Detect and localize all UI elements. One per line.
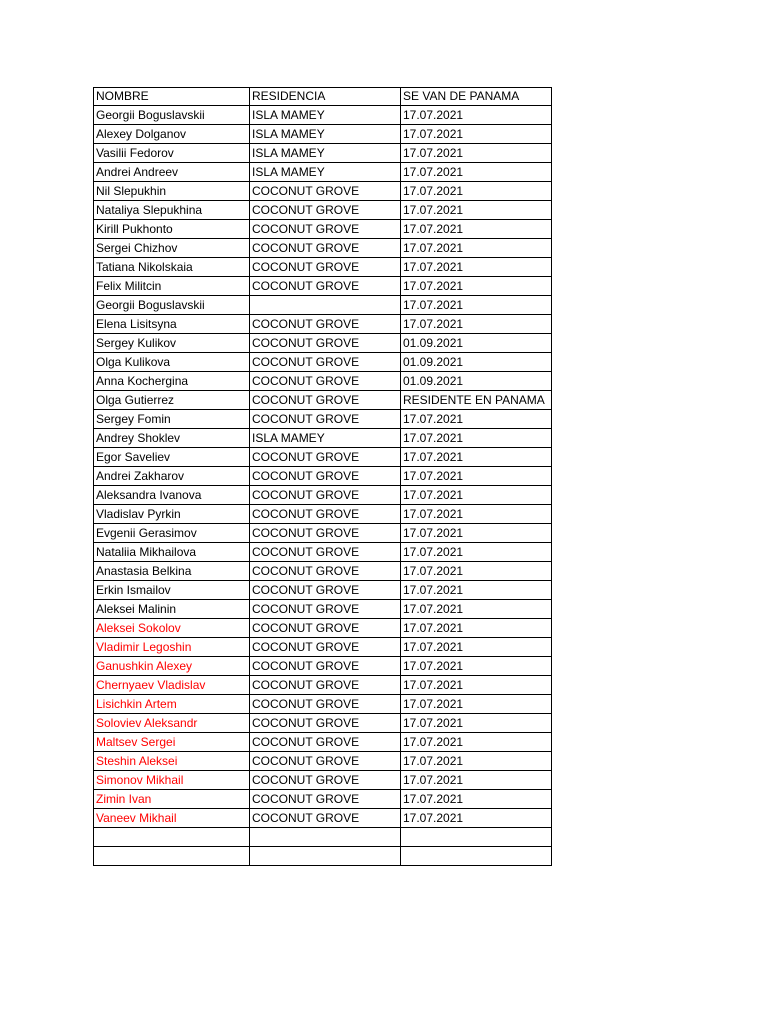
fecha-cell: 17.07.2021 <box>401 505 552 524</box>
fecha-cell: 17.07.2021 <box>401 467 552 486</box>
table-row <box>94 657 552 676</box>
name-cell: Georgii Boguslavskii <box>94 296 250 315</box>
fecha-cell: 17.07.2021 <box>401 410 552 429</box>
name-cell: Soloviev Aleksandr <box>94 714 250 733</box>
table-row <box>94 144 552 163</box>
fecha-cell: 17.07.2021 <box>401 315 552 334</box>
fecha-cell: 17.07.2021 <box>401 600 552 619</box>
table-row <box>94 353 552 372</box>
residencia-cell <box>250 296 401 315</box>
fecha-cell: 01.09.2021 <box>401 353 552 372</box>
fecha-cell <box>401 847 552 866</box>
fecha-cell: 17.07.2021 <box>401 733 552 752</box>
name-cell: Steshin Aleksei <box>94 752 250 771</box>
table-row <box>94 163 552 182</box>
table-row <box>94 258 552 277</box>
table-row <box>94 733 552 752</box>
name-cell: Nataliia Mikhailova <box>94 543 250 562</box>
name-cell: Sergei Chizhov <box>94 239 250 258</box>
residencia-cell: COCONUT GROVE <box>250 486 401 505</box>
column-header-residencia: RESIDENCIA <box>250 88 401 106</box>
name-cell: Felix Militcin <box>94 277 250 296</box>
name-cell: Sergey Fomin <box>94 410 250 429</box>
fecha-cell: 17.07.2021 <box>401 581 552 600</box>
table-row <box>94 714 552 733</box>
residencia-cell: COCONUT GROVE <box>250 752 401 771</box>
table-row <box>94 581 552 600</box>
name-cell: Nil Slepukhin <box>94 182 250 201</box>
name-cell: Olga Kulikova <box>94 353 250 372</box>
fecha-cell: 17.07.2021 <box>401 448 552 467</box>
residencia-cell: COCONUT GROVE <box>250 524 401 543</box>
table-row <box>94 429 552 448</box>
fecha-cell: 17.07.2021 <box>401 809 552 828</box>
residencia-cell: COCONUT GROVE <box>250 182 401 201</box>
table-row <box>94 372 552 391</box>
table-row <box>94 467 552 486</box>
table-row <box>94 277 552 296</box>
table-row <box>94 505 552 524</box>
residencia-cell: COCONUT GROVE <box>250 695 401 714</box>
residencia-cell: COCONUT GROVE <box>250 258 401 277</box>
residents-table <box>93 87 552 866</box>
name-cell: Ganushkin Alexey <box>94 657 250 676</box>
name-cell: Vladimir Legoshin <box>94 638 250 657</box>
residencia-cell: COCONUT GROVE <box>250 543 401 562</box>
fecha-cell: RESIDENTE EN PANAMA <box>401 391 552 410</box>
residencia-cell <box>250 847 401 866</box>
fecha-cell: 17.07.2021 <box>401 220 552 239</box>
name-cell: Anastasia Belkina <box>94 562 250 581</box>
table-row <box>94 771 552 790</box>
fecha-cell: 01.09.2021 <box>401 372 552 391</box>
name-cell: Alexey Dolganov <box>94 125 250 144</box>
table-row <box>94 391 552 410</box>
residencia-cell: COCONUT GROVE <box>250 201 401 220</box>
name-cell: Erkin Ismailov <box>94 581 250 600</box>
fecha-cell: 17.07.2021 <box>401 619 552 638</box>
table-row <box>94 543 552 562</box>
table-row <box>94 296 552 315</box>
fecha-cell: 17.07.2021 <box>401 296 552 315</box>
fecha-cell <box>401 828 552 847</box>
fecha-cell: 17.07.2021 <box>401 771 552 790</box>
table-row <box>94 448 552 467</box>
table-row <box>94 562 552 581</box>
name-cell: Aleksei Sokolov <box>94 619 250 638</box>
name-cell: Aleksandra Ivanova <box>94 486 250 505</box>
fecha-cell: 17.07.2021 <box>401 106 552 125</box>
table-row <box>94 106 552 125</box>
residencia-cell: COCONUT GROVE <box>250 733 401 752</box>
fecha-cell: 17.07.2021 <box>401 277 552 296</box>
name-cell <box>94 828 250 847</box>
table-row <box>94 410 552 429</box>
fecha-cell: 17.07.2021 <box>401 562 552 581</box>
table-row <box>94 790 552 809</box>
name-cell: Nataliya Slepukhina <box>94 201 250 220</box>
residencia-cell <box>250 828 401 847</box>
table-row <box>94 619 552 638</box>
table-row <box>94 524 552 543</box>
table-row <box>94 220 552 239</box>
residencia-cell: COCONUT GROVE <box>250 619 401 638</box>
name-cell: Maltsev Sergei <box>94 733 250 752</box>
residencia-cell: COCONUT GROVE <box>250 809 401 828</box>
table-row <box>94 486 552 505</box>
name-cell: Andrei Andreev <box>94 163 250 182</box>
fecha-cell: 17.07.2021 <box>401 429 552 448</box>
table-row <box>94 676 552 695</box>
name-cell: Evgenii Gerasimov <box>94 524 250 543</box>
table-row <box>94 828 552 847</box>
residencia-cell: COCONUT GROVE <box>250 467 401 486</box>
table-row <box>94 315 552 334</box>
fecha-cell: 17.07.2021 <box>401 695 552 714</box>
residencia-cell: ISLA MAMEY <box>250 144 401 163</box>
fecha-cell: 17.07.2021 <box>401 752 552 771</box>
table-row <box>94 125 552 144</box>
table-row <box>94 752 552 771</box>
residencia-cell: COCONUT GROVE <box>250 600 401 619</box>
residencia-cell: COCONUT GROVE <box>250 771 401 790</box>
table-row <box>94 239 552 258</box>
fecha-cell: 17.07.2021 <box>401 125 552 144</box>
name-cell: Chernyaev Vladislav <box>94 676 250 695</box>
residencia-cell: COCONUT GROVE <box>250 410 401 429</box>
name-cell: Vladislav Pyrkin <box>94 505 250 524</box>
fecha-cell: 17.07.2021 <box>401 486 552 505</box>
table-body <box>94 106 552 866</box>
fecha-cell: 17.07.2021 <box>401 182 552 201</box>
name-cell: Zimin Ivan <box>94 790 250 809</box>
name-cell <box>94 847 250 866</box>
fecha-cell: 17.07.2021 <box>401 543 552 562</box>
residencia-cell: COCONUT GROVE <box>250 334 401 353</box>
residencia-cell: COCONUT GROVE <box>250 714 401 733</box>
fecha-cell: 17.07.2021 <box>401 163 552 182</box>
table-row <box>94 334 552 353</box>
name-cell: Egor Saveliev <box>94 448 250 467</box>
name-cell: Tatiana Nikolskaia <box>94 258 250 277</box>
fecha-cell: 17.07.2021 <box>401 258 552 277</box>
fecha-cell: 17.07.2021 <box>401 638 552 657</box>
residencia-cell: COCONUT GROVE <box>250 239 401 258</box>
name-cell: Andrei Zakharov <box>94 467 250 486</box>
fecha-cell: 17.07.2021 <box>401 201 552 220</box>
residencia-cell: ISLA MAMEY <box>250 125 401 144</box>
name-cell: Kirill Pukhonto <box>94 220 250 239</box>
name-cell: Vaneev Mikhail <box>94 809 250 828</box>
residencia-cell: ISLA MAMEY <box>250 106 401 125</box>
column-header-nombre: NOMBRE <box>94 88 250 106</box>
fecha-cell: 17.07.2021 <box>401 790 552 809</box>
table-row <box>94 182 552 201</box>
name-cell: Aleksei Malinin <box>94 600 250 619</box>
name-cell: Andrey Shoklev <box>94 429 250 448</box>
residencia-cell: COCONUT GROVE <box>250 448 401 467</box>
table-row <box>94 695 552 714</box>
fecha-cell: 17.07.2021 <box>401 657 552 676</box>
table-row <box>94 201 552 220</box>
residencia-cell: COCONUT GROVE <box>250 790 401 809</box>
name-cell: Georgii Boguslavskii <box>94 106 250 125</box>
table-row <box>94 600 552 619</box>
fecha-cell: 17.07.2021 <box>401 714 552 733</box>
name-cell: Simonov Mikhail <box>94 771 250 790</box>
residencia-cell: COCONUT GROVE <box>250 581 401 600</box>
name-cell: Sergey Kulikov <box>94 334 250 353</box>
residencia-cell: COCONUT GROVE <box>250 562 401 581</box>
residencia-cell: COCONUT GROVE <box>250 277 401 296</box>
name-cell: Olga Gutierrez <box>94 391 250 410</box>
fecha-cell: 17.07.2021 <box>401 239 552 258</box>
fecha-cell: 17.07.2021 <box>401 524 552 543</box>
residencia-cell: ISLA MAMEY <box>250 429 401 448</box>
residencia-cell: COCONUT GROVE <box>250 676 401 695</box>
header-row <box>94 88 552 106</box>
table-row <box>94 638 552 657</box>
residencia-cell: COCONUT GROVE <box>250 353 401 372</box>
fecha-cell: 01.09.2021 <box>401 334 552 353</box>
residencia-cell: COCONUT GROVE <box>250 315 401 334</box>
residencia-cell: COCONUT GROVE <box>250 391 401 410</box>
fecha-cell: 17.07.2021 <box>401 676 552 695</box>
name-cell: Anna Kochergina <box>94 372 250 391</box>
column-header-se-van-de-panama: SE VAN DE PANAMA <box>401 88 552 106</box>
residencia-cell: COCONUT GROVE <box>250 638 401 657</box>
residencia-cell: COCONUT GROVE <box>250 657 401 676</box>
name-cell: Vasilii Fedorov <box>94 144 250 163</box>
residencia-cell: COCONUT GROVE <box>250 220 401 239</box>
residencia-cell: ISLA MAMEY <box>250 163 401 182</box>
name-cell: Elena Lisitsyna <box>94 315 250 334</box>
name-cell: Lisichkin Artem <box>94 695 250 714</box>
residencia-cell: COCONUT GROVE <box>250 505 401 524</box>
table-row <box>94 809 552 828</box>
fecha-cell: 17.07.2021 <box>401 144 552 163</box>
table-row <box>94 847 552 866</box>
residencia-cell: COCONUT GROVE <box>250 372 401 391</box>
